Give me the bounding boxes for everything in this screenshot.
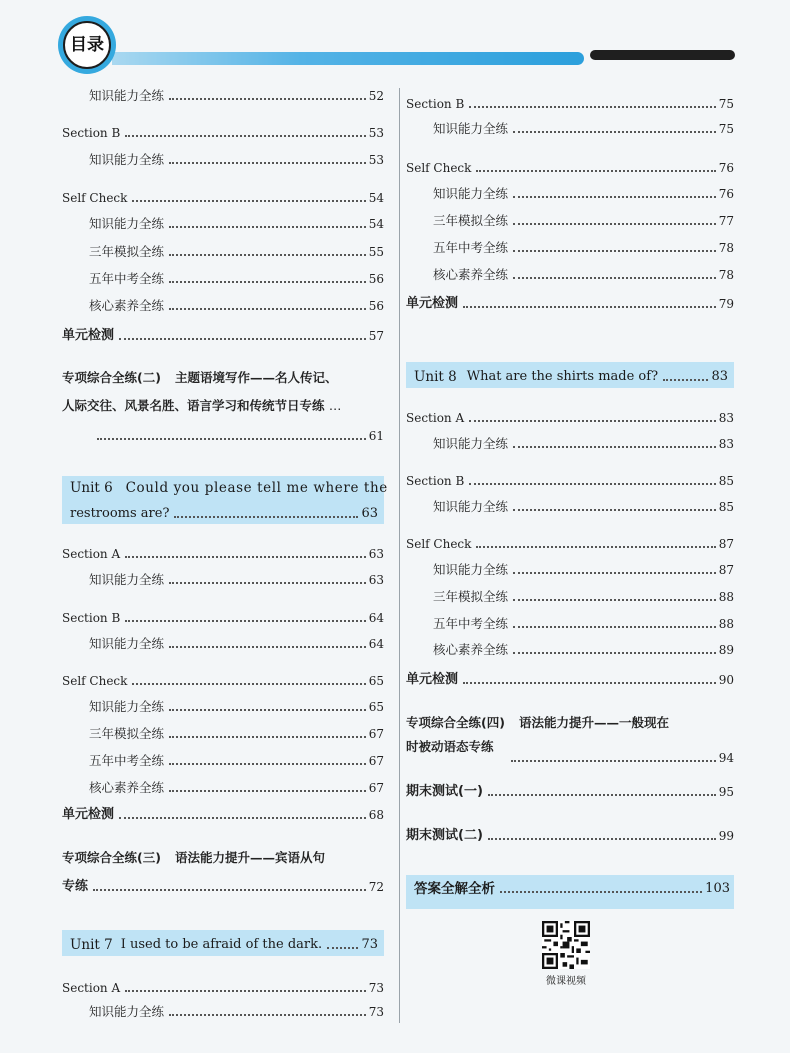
toc-entry[interactable] [406,156,734,176]
entry-page: 53 [368,126,384,140]
entry-page: 63 [361,506,378,521]
entry-title: 知识能力全练 [433,121,509,136]
special-4-label: 专项综合全练(四) [406,715,505,730]
entry-title: 三年模拟全练 [89,726,165,741]
entry-page: 75 [718,97,734,111]
entry-page: 87 [718,537,734,551]
entry-page: 99 [718,829,734,843]
dot-leader [513,249,716,252]
dot-leader [169,581,366,584]
entry-title: Section B [62,611,121,625]
entry-title: 核心素养全练 [89,780,165,795]
answers-band[interactable] [406,875,734,909]
entry-title: 知识能力全练 [433,436,509,451]
dot-leader [513,130,716,133]
entry-title: 五年中考全练 [89,271,165,286]
toc-entry[interactable] [62,84,384,104]
entry-title: 期末测试(一) [406,784,483,799]
entry-page: 72 [368,880,384,894]
toc-entry[interactable] [406,92,734,112]
special-4-title-2: 时被动语态专练 [406,739,494,754]
dot-leader [488,837,716,840]
entry-page: 83 [718,411,734,425]
entry-title: Section A [62,547,121,561]
entry-title: 核心素养全练 [89,298,165,313]
dot-leader [97,437,366,440]
toc-entry[interactable] [62,240,384,260]
entry-page: 67 [368,754,384,768]
toc-entry[interactable] [62,669,384,689]
toc-entry[interactable] [406,209,734,229]
entry-page: 65 [368,700,384,714]
entry-page: 78 [718,268,734,282]
entry-title: 知识能力全练 [89,572,165,587]
entry-page: 54 [368,191,384,205]
dot-leader [469,482,715,485]
dot-leader [500,890,702,893]
dot-leader [169,280,366,283]
dot-leader [513,276,716,279]
entry-page: 88 [718,590,734,604]
qr-code-icon[interactable] [542,921,590,969]
toc-entry[interactable] [62,267,384,287]
entry-title: 知识能力全练 [89,88,165,103]
entry-title: 知识能力全练 [433,499,509,514]
dot-leader [476,545,715,548]
entry-title: 核心素养全练 [433,642,509,657]
special-3-title-1: 语法能力提升——宾语从句 [174,850,325,865]
entry-title: 单元检测 [62,807,115,822]
unit-6-band[interactable] [62,476,388,524]
dot-leader [169,789,366,792]
dot-leader [511,759,716,762]
entry-title: 知识能力全练 [89,636,165,651]
unit-6-line1 [70,479,388,497]
unit-6-label: Unit 6 [70,480,113,496]
entry-title: Self Check [406,537,472,551]
toc-entry[interactable] [62,803,384,823]
dot-leader [169,762,366,765]
toc-entry[interactable] [406,824,734,844]
toc-entry[interactable] [406,746,734,766]
dot-leader [119,337,366,340]
dot-leader [513,445,716,448]
entry-page: 65 [368,674,384,688]
entry-page: 57 [368,329,384,343]
entry-title: 单元检测 [406,672,459,687]
entry-page: 85 [718,474,734,488]
entry-page: 64 [368,637,384,651]
dot-leader [125,619,365,622]
toc-entry[interactable] [62,722,384,742]
toc-entry[interactable] [406,469,734,489]
toc-entry[interactable] [62,542,384,562]
entry-title: Self Check [406,161,472,175]
entry-page: 63 [368,547,384,561]
dot-leader [125,989,366,992]
special-4-line1[interactable] [406,714,734,732]
toc-entry[interactable] [62,212,384,232]
toc-entry[interactable] [62,568,384,588]
entry-page: 95 [718,785,734,799]
entry-title: 五年中考全练 [89,753,165,768]
toc-entry[interactable] [406,236,734,256]
dot-leader [169,735,366,738]
toc-entry[interactable] [62,606,384,626]
dot-leader [93,888,366,891]
toc-entry[interactable] [406,668,734,688]
toc-entry[interactable] [62,424,384,444]
dot-leader [488,793,716,796]
entry-title: 三年模拟全练 [433,589,509,604]
entry-title: Self Check [62,191,128,205]
entry-title: 单元检测 [62,328,115,343]
toc-entry[interactable] [62,1000,384,1020]
toc-entry[interactable] [62,186,384,206]
entry-title: 五年中考全练 [433,616,509,631]
entry-page: 64 [368,611,384,625]
toc-entry[interactable] [406,117,734,137]
entry-title: 知识能力全练 [89,1004,165,1019]
toc-entry[interactable] [62,121,384,141]
entry-page: 68 [368,808,384,822]
entry-page: 90 [718,673,734,687]
entry-page: 54 [368,217,384,231]
special-3-label: 专项综合全练(三) [62,850,161,865]
dot-leader [169,708,366,711]
entry-page: 75 [718,122,734,136]
entry-page: 53 [368,153,384,167]
special-2-title-1: 主题语境写作——名人传记、 [174,370,338,385]
entry-page: 85 [718,500,734,514]
special-2-label: 专项综合全练(二) [62,370,161,385]
toc-entry[interactable] [406,406,734,426]
dot-leader [169,645,366,648]
unit-6-line2 [70,502,378,522]
entry-page: 56 [368,272,384,286]
entry-title: Self Check [62,674,128,688]
dot-leader [132,682,365,685]
dot-leader [169,161,366,164]
entry-title: Section B [62,126,121,140]
toc-entry[interactable] [406,532,734,552]
entry-title: 知识能力全练 [433,186,509,201]
special-4-title-1: 语法能力提升——一般现在 [518,715,669,730]
dot-leader [169,253,366,256]
unit-6-title-1: Could you please tell me where the [125,480,388,496]
special-2-line2[interactable]: 人际交往、风景名胜、语言学习和传统节日专练 … [62,398,342,413]
dot-leader [125,134,365,137]
dot-leader [463,681,716,684]
entry-title: 知识能力全练 [89,216,165,231]
entry-page: 73 [368,1005,384,1019]
toc-entry[interactable] [62,148,384,168]
entry-page: 52 [368,89,384,103]
unit-7-band[interactable] [62,930,384,956]
dot-leader [169,97,366,100]
column-divider [399,88,400,1023]
dot-leader [513,651,716,654]
dot-leader [469,105,715,108]
special-2-line1[interactable] [62,369,384,387]
dot-leader [169,307,366,310]
entry-title: Section A [62,981,121,995]
entry-page: 88 [718,617,734,631]
toc-entry[interactable] [406,638,734,658]
entry-page: 67 [368,727,384,741]
toc-entry[interactable] [406,612,734,632]
toc-logo [58,16,116,74]
dot-leader [513,625,716,628]
special-2-title-2: 人际交往、风景名胜、语言学习和传统节日专练 [62,398,325,413]
entry-page: 83 [711,369,728,384]
toc-entry[interactable] [406,432,734,452]
entry-title: 单元检测 [406,296,459,311]
entry-title: Section B [406,97,465,111]
unit-8-line [414,365,728,385]
entry-page: 77 [718,214,734,228]
dot-leader [327,946,358,949]
entry-page: 89 [718,643,734,657]
entry-page: 83 [718,437,734,451]
entry-page: 79 [718,297,734,311]
dot-leader [119,816,366,819]
entry-title: 知识能力全练 [433,562,509,577]
unit-8-label: Unit 8 [414,369,457,385]
unit-8-title: What are the shirts made of? [466,369,659,384]
special-3-line1[interactable] [62,849,384,867]
dot-leader [476,169,715,172]
unit-8-band[interactable] [406,362,734,388]
dot-leader [513,508,716,511]
dot-leader [463,305,716,308]
entry-page: 55 [368,245,384,259]
toc-logo-text: 目录 [63,21,111,69]
dot-leader [469,419,716,422]
special-3-title-2: 专练 [62,879,89,894]
toc-entry[interactable] [62,695,384,715]
entry-page: 73 [368,981,384,995]
dot-leader [169,1013,366,1016]
toc-entry[interactable] [62,749,384,769]
header-blue-bar [112,52,584,65]
toc-entry[interactable] [62,875,384,895]
dot-leader [663,378,708,381]
toc-entry[interactable] [62,776,384,796]
entry-title: 知识能力全练 [89,699,165,714]
dot-leader [513,598,716,601]
toc-entry[interactable] [62,324,384,344]
unit-6-title-2: restrooms are? [70,506,170,521]
toc-entry[interactable] [406,585,734,605]
entry-page: 63 [368,573,384,587]
dot-leader [169,225,366,228]
entry-page: 103 [705,881,730,896]
dot-leader [513,571,716,574]
entry-title: 期末测试(二) [406,828,483,843]
answers-title: 答案全解全析 [414,881,495,897]
header-black-bar [590,50,735,60]
dot-leader [513,222,716,225]
dot-leader [125,555,366,558]
toc-entry[interactable] [406,182,734,202]
toc-entry[interactable] [62,976,384,996]
entry-page: 67 [368,781,384,795]
dot-leader [174,515,358,518]
entry-page: 56 [368,299,384,313]
dot-leader [513,195,716,198]
entry-title: Section A [406,411,465,425]
entry-title: 五年中考全练 [433,240,509,255]
toc-entry[interactable] [406,558,734,578]
qr-caption: 微课视频 [546,976,586,987]
entry-page: 76 [718,187,734,201]
unit-7-line [70,933,378,953]
answers-line [414,877,730,897]
entry-title: 三年模拟全练 [89,244,165,259]
toc-entry[interactable] [62,294,384,314]
unit-7-title: I used to be afraid of the dark. [120,937,323,952]
entry-title: 三年模拟全练 [433,213,509,228]
entry-title: 核心素养全练 [433,267,509,282]
entry-title: Section B [406,474,465,488]
toc-entry[interactable] [406,495,734,515]
entry-page: 87 [718,563,734,577]
entry-page: 61 [368,429,384,443]
entry-page: 73 [361,937,378,952]
toc-entry[interactable] [406,780,734,800]
unit-7-label: Unit 7 [70,937,113,953]
entry-page: 78 [718,241,734,255]
entry-title: 知识能力全练 [89,152,165,167]
toc-entry[interactable] [62,632,384,652]
dot-leader [132,199,365,202]
entry-page: 76 [718,161,734,175]
toc-entry[interactable] [406,292,734,312]
entry-page: 94 [718,751,734,765]
toc-entry[interactable] [406,263,734,283]
